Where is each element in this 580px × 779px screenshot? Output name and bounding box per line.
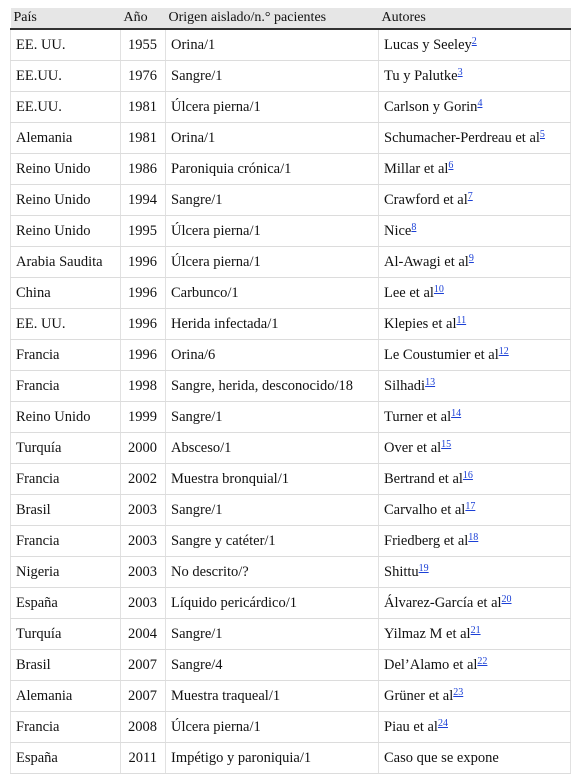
cell-autores bbox=[379, 650, 571, 681]
table-row bbox=[11, 588, 571, 619]
cell-origen: Líquido pericárdico/1 bbox=[166, 588, 379, 619]
author-name: Millar et al bbox=[384, 160, 449, 177]
cell-anio: 2003 bbox=[121, 557, 166, 588]
cell-anio: 2008 bbox=[121, 712, 166, 743]
cell-pais: España bbox=[11, 588, 121, 619]
table-row bbox=[11, 29, 571, 61]
reference-link[interactable]: 2 bbox=[471, 35, 477, 47]
cell-autores bbox=[379, 92, 571, 123]
cell-pais: Francia bbox=[11, 712, 121, 743]
cell-pais: Brasil bbox=[11, 650, 121, 681]
table-row bbox=[11, 185, 571, 216]
cell-autores bbox=[379, 402, 571, 433]
cell-autores bbox=[379, 743, 571, 774]
cell-autores bbox=[379, 216, 571, 247]
cell-autores bbox=[379, 681, 571, 712]
reference-link[interactable]: 9 bbox=[468, 252, 474, 264]
cell-pais: Turquía bbox=[11, 433, 121, 464]
reference-link[interactable]: 3 bbox=[457, 66, 463, 78]
table-row bbox=[11, 278, 571, 309]
cell-origen: Úlcera pierna/1 bbox=[166, 247, 379, 278]
cell-origen: Úlcera pierna/1 bbox=[166, 712, 379, 743]
author-name: Yilmaz M et al bbox=[384, 625, 471, 642]
header-origen: Origen aislado/n.° pacientes bbox=[166, 8, 379, 29]
table-row bbox=[11, 464, 571, 495]
cell-origen: Orina/1 bbox=[166, 123, 379, 154]
cell-origen: Sangre y catéter/1 bbox=[166, 526, 379, 557]
cell-autores bbox=[379, 619, 571, 650]
cell-pais: Francia bbox=[11, 526, 121, 557]
author-name: Turner et al bbox=[384, 408, 452, 425]
cell-pais: Nigeria bbox=[11, 557, 121, 588]
cell-origen: Sangre, herida, desconocido/18 bbox=[166, 371, 379, 402]
cell-anio: 1995 bbox=[121, 216, 166, 247]
reference-link[interactable]: 24 bbox=[437, 717, 448, 729]
cell-anio: 2004 bbox=[121, 619, 166, 650]
reference-link[interactable]: 20 bbox=[501, 593, 512, 605]
reference-link[interactable]: 4 bbox=[477, 97, 483, 109]
cell-origen: Sangre/1 bbox=[166, 402, 379, 433]
cell-anio: 1996 bbox=[121, 340, 166, 371]
reference-link[interactable]: 12 bbox=[498, 345, 509, 357]
table-row bbox=[11, 92, 571, 123]
cell-anio: 1996 bbox=[121, 247, 166, 278]
cell-anio: 1986 bbox=[121, 154, 166, 185]
cell-anio: 2000 bbox=[121, 433, 166, 464]
cell-anio: 1955 bbox=[121, 29, 166, 61]
cell-anio: 2003 bbox=[121, 526, 166, 557]
author-name: Over et al bbox=[384, 439, 442, 456]
author-name: Bertrand et al bbox=[384, 470, 463, 487]
author-name: Nice bbox=[384, 222, 412, 239]
cell-anio: 1981 bbox=[121, 92, 166, 123]
cell-pais: Francia bbox=[11, 464, 121, 495]
cell-anio: 1994 bbox=[121, 185, 166, 216]
author-name: Del’Alamo et al bbox=[384, 656, 478, 673]
table-row bbox=[11, 557, 571, 588]
cell-origen: Muestra traqueal/1 bbox=[166, 681, 379, 712]
cell-pais: Francia bbox=[11, 340, 121, 371]
cell-origen: Orina/6 bbox=[166, 340, 379, 371]
table-row bbox=[11, 247, 571, 278]
cell-anio: 1998 bbox=[121, 371, 166, 402]
cell-pais: Francia bbox=[11, 371, 121, 402]
cell-pais: Arabia Saudita bbox=[11, 247, 121, 278]
table-row bbox=[11, 526, 571, 557]
table-row bbox=[11, 371, 571, 402]
cell-anio: 2007 bbox=[121, 650, 166, 681]
table-row bbox=[11, 743, 571, 774]
cell-autores bbox=[379, 61, 571, 92]
reference-link[interactable]: 11 bbox=[456, 314, 467, 326]
cell-origen: Sangre/1 bbox=[166, 619, 379, 650]
cell-pais: China bbox=[11, 278, 121, 309]
reference-link[interactable]: 5 bbox=[539, 128, 545, 140]
cell-autores bbox=[379, 495, 571, 526]
reference-link[interactable]: 7 bbox=[467, 190, 473, 202]
author-name: Friedberg et al bbox=[384, 532, 469, 549]
cell-autores bbox=[379, 185, 571, 216]
cell-anio: 2003 bbox=[121, 495, 166, 526]
reference-link[interactable]: 19 bbox=[418, 562, 429, 574]
cell-origen: Orina/1 bbox=[166, 29, 379, 61]
header-pais: País bbox=[11, 8, 121, 29]
cell-autores bbox=[379, 371, 571, 402]
cell-origen: Sangre/1 bbox=[166, 185, 379, 216]
table-header bbox=[11, 8, 571, 29]
cell-pais: Reino Unido bbox=[11, 154, 121, 185]
cell-pais: España bbox=[11, 743, 121, 774]
table-row bbox=[11, 216, 571, 247]
table-body bbox=[11, 29, 571, 774]
header-row bbox=[11, 8, 571, 29]
cell-autores bbox=[379, 29, 571, 61]
cell-anio: 1999 bbox=[121, 402, 166, 433]
cell-anio: 1996 bbox=[121, 278, 166, 309]
cell-autores bbox=[379, 433, 571, 464]
reference-link[interactable]: 6 bbox=[448, 159, 454, 171]
reference-link[interactable]: 14 bbox=[451, 407, 462, 419]
cell-origen: Sangre/4 bbox=[166, 650, 379, 681]
cell-anio: 1976 bbox=[121, 61, 166, 92]
cell-origen: Úlcera pierna/1 bbox=[166, 92, 379, 123]
author-name: Lucas y Seeley bbox=[384, 36, 472, 53]
reference-link[interactable]: 15 bbox=[441, 438, 452, 450]
author-name: Grüner et al bbox=[384, 687, 454, 704]
cell-pais: EE.UU. bbox=[11, 92, 121, 123]
cell-autores bbox=[379, 464, 571, 495]
reference-link[interactable]: 23 bbox=[453, 686, 464, 698]
author-name: Al-Awagi et al bbox=[384, 253, 469, 270]
cell-anio: 2007 bbox=[121, 681, 166, 712]
cell-autores bbox=[379, 247, 571, 278]
cell-pais: Turquía bbox=[11, 619, 121, 650]
table-row bbox=[11, 154, 571, 185]
cell-origen: Carbunco/1 bbox=[166, 278, 379, 309]
cell-anio: 2002 bbox=[121, 464, 166, 495]
author-name: Carlson y Gorin bbox=[384, 98, 478, 115]
author-name: Silhadi bbox=[384, 377, 426, 394]
cell-origen: No descrito/? bbox=[166, 557, 379, 588]
table-row bbox=[11, 61, 571, 92]
reference-link[interactable]: 17 bbox=[465, 500, 476, 512]
table-row bbox=[11, 433, 571, 464]
cell-pais: EE.UU. bbox=[11, 61, 121, 92]
table-row bbox=[11, 402, 571, 433]
cell-autores bbox=[379, 557, 571, 588]
author-name: Klepies et al bbox=[384, 315, 457, 332]
author-name: Caso que se expone bbox=[384, 749, 499, 766]
header-autores: Autores bbox=[379, 8, 571, 29]
cell-anio: 2011 bbox=[121, 743, 166, 774]
table-row bbox=[11, 712, 571, 743]
author-name: Crawford et al bbox=[384, 191, 468, 208]
cell-autores bbox=[379, 123, 571, 154]
author-name: Álvarez-García et al bbox=[384, 594, 502, 611]
cell-anio: 1981 bbox=[121, 123, 166, 154]
author-name: Tu y Palutke bbox=[384, 67, 458, 84]
cell-origen: Impétigo y paroniquia/1 bbox=[166, 743, 379, 774]
author-name: Schumacher-Perdreau et al bbox=[384, 129, 540, 146]
cell-origen: Muestra bronquial/1 bbox=[166, 464, 379, 495]
cell-autores bbox=[379, 309, 571, 340]
cell-pais: Alemania bbox=[11, 123, 121, 154]
cell-autores bbox=[379, 154, 571, 185]
author-name: Carvalho et al bbox=[384, 501, 466, 518]
cell-origen: Absceso/1 bbox=[166, 433, 379, 464]
author-name: Shittu bbox=[384, 563, 419, 580]
table-row bbox=[11, 650, 571, 681]
cell-origen: Paroniquia crónica/1 bbox=[166, 154, 379, 185]
cell-pais: Reino Unido bbox=[11, 216, 121, 247]
cases-table bbox=[10, 8, 571, 774]
cell-origen: Sangre/1 bbox=[166, 495, 379, 526]
cell-pais: Brasil bbox=[11, 495, 121, 526]
reference-link[interactable]: 22 bbox=[477, 655, 488, 667]
cell-anio: 1996 bbox=[121, 309, 166, 340]
cell-pais: Alemania bbox=[11, 681, 121, 712]
table-row bbox=[11, 681, 571, 712]
cell-pais: Reino Unido bbox=[11, 402, 121, 433]
cell-origen: Herida infectada/1 bbox=[166, 309, 379, 340]
author-name: Lee et al bbox=[384, 284, 434, 301]
reference-link[interactable]: 8 bbox=[411, 221, 417, 233]
table-row bbox=[11, 495, 571, 526]
cell-autores bbox=[379, 588, 571, 619]
cell-autores bbox=[379, 340, 571, 371]
author-name: Le Coustumier et al bbox=[384, 346, 499, 363]
reference-link[interactable]: 16 bbox=[462, 469, 473, 481]
reference-link[interactable]: 21 bbox=[470, 624, 481, 636]
reference-link[interactable]: 18 bbox=[468, 531, 479, 543]
cell-autores bbox=[379, 712, 571, 743]
cell-autores bbox=[379, 526, 571, 557]
reference-link[interactable]: 13 bbox=[425, 376, 436, 388]
cell-origen: Sangre/1 bbox=[166, 61, 379, 92]
reference-link[interactable]: 10 bbox=[433, 283, 444, 295]
cell-anio: 2003 bbox=[121, 588, 166, 619]
cell-origen: Úlcera pierna/1 bbox=[166, 216, 379, 247]
cell-autores bbox=[379, 278, 571, 309]
table-row bbox=[11, 123, 571, 154]
table-row bbox=[11, 309, 571, 340]
cell-pais: EE. UU. bbox=[11, 309, 121, 340]
header-anio: Año bbox=[121, 8, 166, 29]
author-name: Piau et al bbox=[384, 718, 438, 735]
cell-pais: EE. UU. bbox=[11, 29, 121, 61]
table-row bbox=[11, 619, 571, 650]
table-row bbox=[11, 340, 571, 371]
cell-pais: Reino Unido bbox=[11, 185, 121, 216]
